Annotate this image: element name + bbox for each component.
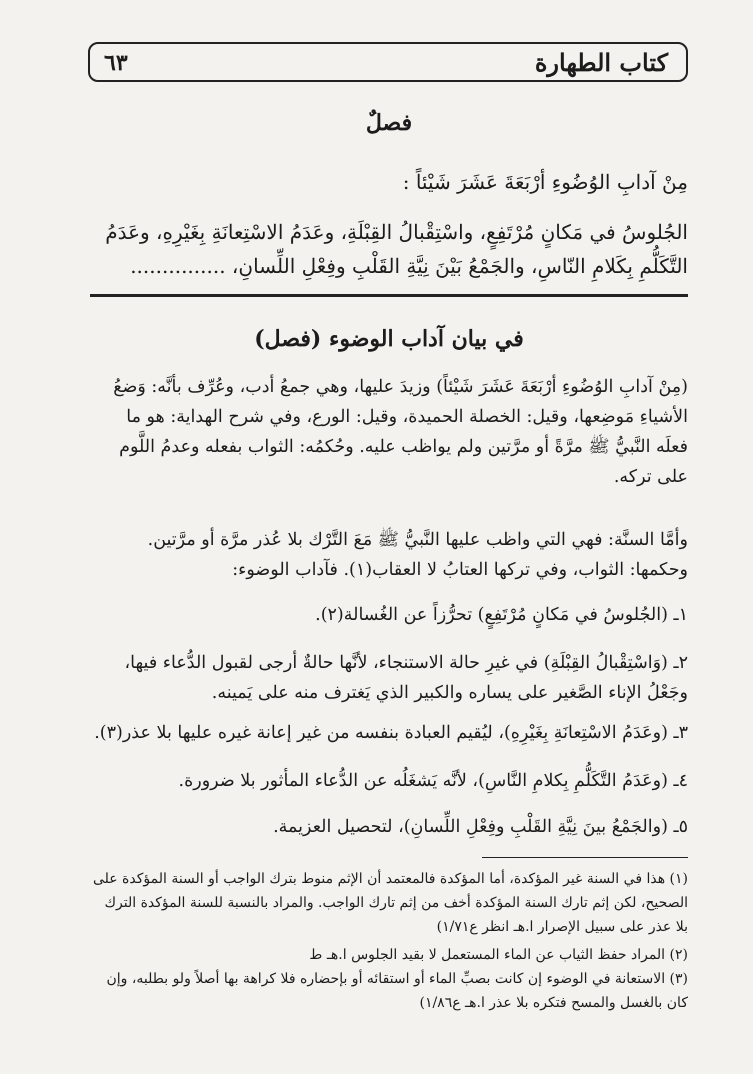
book-title: كتاب الطهارة bbox=[534, 48, 668, 77]
footnote-divider bbox=[482, 857, 688, 858]
page-number: ٦٣ bbox=[104, 50, 128, 76]
sharh-paragraph-1: (مِنْ آدابِ الوُضُوءِ أرْبَعَةَ عَشَرَ شَيْئاً) وزيدَ عليها، وهي جمعُ أدب، وعُرِّف بأنَّه: وَضعُ الأشياءِ مَوضِعها، وقيل: الخصلة الحميدة، وقيل: الورع، وفي شرح الهداية: هو ما فعلَه النَّبيُّ ﷺ مرَّةً أو مرَّتين ولم يواظب عليه. وحُكمُه: الثواب بفعله وعدمُ اللَّوم على تركه. bbox=[113, 377, 688, 487]
adab-item-1: ١ـ (الجُلوسُ في مَكانٍ مُرْتَفِعٍ) تحرُّزاً عن الغُسالة(٢). bbox=[315, 605, 688, 625]
adab-item-2: ٢ـ (وَاسْتِقْبالُ القِبْلَةِ) في غيرِ حالة الاستنجاء، لأنَّها حالةٌ أرجى لقبول الدُّعاء فيها، وجَعْلُ الإناء الصَّغير على يساره والكبير الذي يَغترف منه على يَمينه. bbox=[124, 653, 688, 703]
matn-divider bbox=[90, 294, 688, 297]
sharh-paragraph-2: وأمَّا السنَّة: فهي التي واظب عليها النَّبيُّ ﷺ مَعَ التَّرْك بلا عُذر مرَّة أو مرَّتين. وحكمها: الثواب، وفي تركها العتابُ لا العقاب(١). فآداب الوضوء: bbox=[147, 530, 688, 580]
matn-section-heading: فصلٌ bbox=[365, 110, 413, 136]
sharh-section-title: (فصل) في بيان آداب الوضوء bbox=[254, 326, 524, 352]
footnote-2: (٢) المراد حفظ الثياب عن الماء المستعمل لا بقيد الجلوس ا.هـ ط bbox=[309, 947, 688, 963]
adab-item-4: ٤ـ (وعَدَمُ التَّكَلُّمِ بِكلامِ النَّاسِ)، لأنَّه يَشغَلُه عن الدُّعاء المأثور بلا ضرورة. bbox=[178, 771, 688, 791]
footnote-3: (٣) الاستعانة في الوضوء إن كانت بصبِّ الماء أو استقائه أو بإحضاره فلا كراهة بها أصلاً ولو بطلبه، وإن كان بالغسل والمسح فتكره بلا عذر ا.هـ ع١/٨٦) bbox=[106, 971, 688, 1011]
matn-text bbox=[90, 215, 688, 283]
footnote-1: (١) هذا في السنة غير المؤكدة، أما المؤكدة فالمعتمد أن الإثم منوط بترك الواجب أو السنة المؤكدة على الصحيح، لكن إثم تارك السنة المؤكدة أخف من إثم تارك الواجب. والمراد بالنسبة للسنة المؤكدة الترك بلا عذر على سبيل الإصرار ا.هـ انظر ع١/٧١) bbox=[92, 871, 688, 935]
page-header bbox=[88, 42, 688, 82]
adab-item-3: ٣ـ (وعَدَمُ الاسْتِعانَةِ بِغَيْرِهِ)، ليُقيم العبادة بنفسه من غير إعانة غيره عليها بلا عذر(٣). bbox=[94, 723, 688, 743]
matn-line-1: الجُلوسُ في مَكانٍ مُرْتَفِعٍ، واسْتِقْبالُ القِبْلَةِ، وعَدَمُ الاسْتِعانَةِ بِغَيْرِهِ، وعَدَمُ bbox=[105, 220, 688, 244]
matn-line-2: التَّكَلُّمِ بِكَلامِ النّاسِ، والجَمْعُ بَيْنَ نِيَّةِ القَلْبِ وفِعْلِ اللِّسانِ، ............... bbox=[130, 254, 688, 278]
matn-intro: مِنْ آدابِ الوُضُوءِ أرْبَعَةَ عَشَرَ شَيْئاً : bbox=[402, 170, 688, 194]
adab-item-5: ٥ـ (والجَمْعُ بينَ نِيَّةِ القَلْبِ وفِعْلِ اللِّسانِ)، لتحصيل العزيمة. bbox=[273, 817, 688, 837]
